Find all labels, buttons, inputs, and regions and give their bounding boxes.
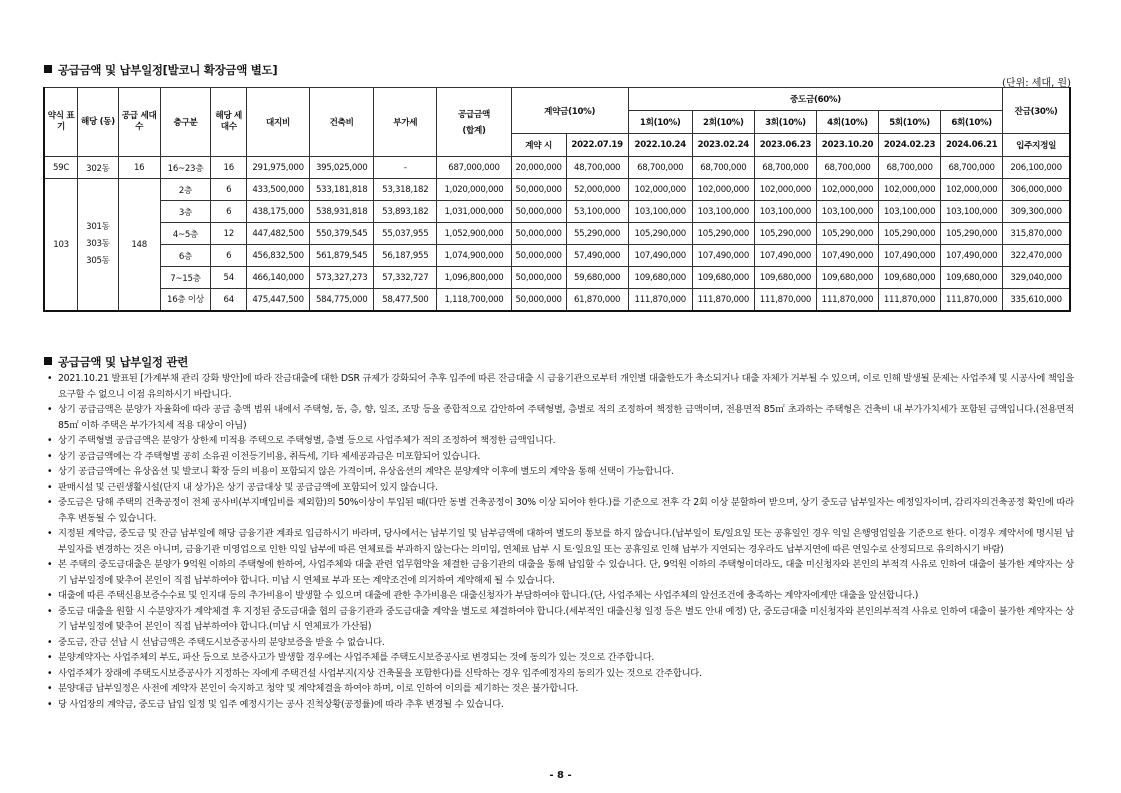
list-item: • 판매시설 및 근린생활시설(단지 내 상가)은 상기 공급대상 및 공급금액에 포함되어 있지 않습니다. [44,480,1074,496]
table-cell: 56,187,955 [374,245,437,267]
table-cell: 16 [211,157,247,179]
table-cell: 103,100,000 [879,201,941,223]
table-cell: 6층 [160,245,211,267]
table-cell: 322,470,000 [1003,245,1070,267]
table-cell: 109,680,000 [628,267,692,289]
table-cell: 329,040,000 [1003,267,1070,289]
table-cell: 50,000,000 [511,267,566,289]
list-item: • 분양대금 납부일정은 사전에 계약자 본인이 숙지하고 청약 및 계약체결을 하여야 하며, 이로 인하여 이의를 제기하는 것은 불가합니다. [44,681,1074,697]
table-cell: 533,181,818 [310,179,374,201]
table-cell: 291,975,000 [247,157,310,179]
col-header-balance-date: 입주지정일 [1003,134,1070,157]
table-cell: 105,290,000 [941,223,1003,245]
table-cell: 68,700,000 [692,157,754,179]
table-cell: 50,000,000 [511,245,566,267]
section-title-supply-price [44,62,277,78]
col-header-supply-units: 공급 세대수 [118,88,160,157]
table-cell: 1,096,800,000 [437,267,511,289]
table-cell: 466,140,000 [247,267,310,289]
cell-dong-item: 303동 [86,239,110,249]
table-cell: 538,931,818 [310,201,374,223]
table-cell: 50,000,000 [511,179,566,201]
table-row [44,157,1070,179]
square-bullet-icon [44,357,52,365]
table-cell: 103,100,000 [816,201,878,223]
table-cell: 111,870,000 [692,289,754,312]
table-cell: 55,037,955 [374,223,437,245]
col-header-contract-sub1: 계약 시 [511,134,566,157]
col-header-floor-units: 해당 세대수 [211,88,247,157]
col-header-middle-round: 5회(10%) [879,111,941,134]
section-title-payment-notes [44,354,188,370]
table-cell: 68,700,000 [941,157,1003,179]
table-row [44,179,1070,201]
table-cell: 395,025,000 [310,157,374,179]
col-header-middle-round: 1회(10%) [628,111,692,134]
list-item: • 분양계약자는 사업주체의 부도, 파산 등으로 보증사고가 발생할 경우에는 사업주체를 주택도시보증공사로 변경되는 것에 동의가 있는 것으로 간주합니다. [44,650,1074,666]
table-cell: 109,680,000 [879,267,941,289]
col-header-building: 건축비 [310,88,374,157]
col-header-floor: 층구분 [160,88,211,157]
col-header-middle-round: 6회(10%) [941,111,1003,134]
col-header-total [437,88,511,157]
table-cell: 50,000,000 [511,201,566,223]
notes-list [44,371,1074,712]
table-cell: 68,700,000 [628,157,692,179]
table-cell: 103,100,000 [692,201,754,223]
col-header-middle-date: 2023.02.24 [692,134,754,157]
table-cell: 105,290,000 [692,223,754,245]
table-cell: 59,680,000 [566,267,628,289]
table-cell: 102,000,000 [816,179,878,201]
table-cell: 105,290,000 [754,223,816,245]
table-cell: 102,000,000 [754,179,816,201]
col-header-middle-date: 2023.06.23 [754,134,816,157]
section-title-text: 공급금액 및 납부일정[발코니 확장금액 별도] [58,63,278,77]
table-cell: 103,100,000 [941,201,1003,223]
table-cell: 109,680,000 [941,267,1003,289]
table-cell: 6 [211,201,247,223]
col-header-middle-date: 2024.02.23 [879,134,941,157]
table-cell: 111,870,000 [941,289,1003,312]
table-cell: 7~15층 [160,267,211,289]
table-cell: 68,700,000 [754,157,816,179]
table-cell: 107,490,000 [692,245,754,267]
table-cell: 447,482,500 [247,223,310,245]
table-cell: 1,074,900,000 [437,245,511,267]
table-cell: 4~5층 [160,223,211,245]
table-row [44,267,1070,289]
table-cell: 1,031,000,000 [437,201,511,223]
table-cell: 687,000,000 [437,157,511,179]
table-cell: 1,118,700,000 [437,289,511,312]
table-cell: 109,680,000 [692,267,754,289]
table-cell: 109,680,000 [754,267,816,289]
col-header-middle-round: 4회(10%) [816,111,878,134]
table-cell: 561,879,545 [310,245,374,267]
table-cell: 6 [211,245,247,267]
table-cell: 64 [211,289,247,312]
table-cell: 52,000,000 [566,179,628,201]
table-cell: 20,000,000 [511,157,566,179]
table-cell: 206,100,000 [1003,157,1070,179]
table-cell: 16층 이상 [160,289,211,312]
list-item: • 중도금은 당해 주택의 건축공정이 전체 공사비(부지매입비를 제외함)의 50%이상이 투입된 때(다만 동별 건축공정이 30% 이상 되어야 한다.)를 기준으로 전후 각 2회 이상 분할하여 받으며, 상기 중도금 납부일자는 예정일자이며, 감리자의건축공정 확인에 따라 추후 변동될 수 있습니다. [44,495,1074,526]
col-header-middle-date: 2024.06.21 [941,134,1003,157]
list-item: • 중도금, 잔금 선납 시 선납금액은 주택도시보증공사의 분양보증을 받을 수 없습니다. [44,635,1074,651]
list-item: • 중도금 대출을 원할 시 수분양자가 계약체결 후 지정된 중도금대출 협의 금융기관과 중도금대출 계약을 별도로 체결하여야 합니다.(세부적인 대출신청 일정 등은 별도 안내 예정) 단, 중도금대출 미신청자와 본인의부적격 사유로 인하여 대출이 불가한 계약자는 상기 납부일정에 맞추어 본인이 직접 납부하여야 합니다.(미납 시 연체료가 가산됨) [44,604,1074,635]
table-cell: 68,700,000 [816,157,878,179]
list-item: • 대출에 따른 주택신용보증수수료 및 인지대 등의 추가비용이 발생할 수 있으며 대출에 관한 추가비용은 대출신청자가 부담하여야 합니다.(단, 사업주체는 사업주체의 알선조건에 충족하는 계약자에게만 대출을 알선합니다.) [44,588,1074,604]
table-cell: 16~23층 [160,157,211,179]
col-header-dong: 해당 (동) [78,88,119,157]
list-item: • 사업주체가 장래에 주택도시보증공사가 지정하는 자에게 주택건설 사업부지(지상 건축물을 포함한다)를 신탁하는 경우 입주예정자의 동의가 있는 것으로 간주합니다. [44,666,1074,682]
col-header-middle: 중도금(60%) [628,88,1003,111]
cell-dong [78,179,119,312]
page-number: - 8 - [549,770,572,781]
list-item: • 지정된 계약금, 중도금 및 잔금 납부일에 해당 금융기관 계좌로 입금하시기 바라며, 당사에서는 납부기일 및 납부금액에 대하여 별도의 통보를 하지 않습니다.(납부일이 토/일요일 또는 공휴일인 경우 익일 은행영업일을 기준으로 한다. 이경우 계약서에 명시된 납부일자를 변경하는 것은 아니며, 금융기관 미영업으로 인한 익일 납부에 따른 연체료를 부과하지 않는다는 의미임, 연체료 납부 시 토·일요일 또는 공휴일로 인해 납부가 지연되는 경우라도 납부지연에 따른 연일수로 산정되므로 유의하시기 바람) [44,526,1074,557]
table-cell: 102,000,000 [628,179,692,201]
table-cell: 53,100,000 [566,201,628,223]
col-header-middle-date: 2023.10.20 [816,134,878,157]
cell-dong-item: 305동 [86,256,110,266]
table-cell: 456,832,500 [247,245,310,267]
table-cell: 57,490,000 [566,245,628,267]
table-cell: 57,332,727 [374,267,437,289]
table-cell: 475,447,500 [247,289,310,312]
table-row [44,201,1070,223]
table-cell: 584,775,000 [310,289,374,312]
cell-supply-units: 148 [118,179,160,312]
col-header-middle-date: 2022.10.24 [628,134,692,157]
payment-schedule-table [43,87,1071,312]
table-cell: 109,680,000 [816,267,878,289]
cell-type: 59C [44,157,78,179]
table-cell: 2층 [160,179,211,201]
table-cell: 550,379,545 [310,223,374,245]
table-cell: 315,870,000 [1003,223,1070,245]
table-cell: 50,000,000 [511,223,566,245]
table-cell: 105,290,000 [628,223,692,245]
table-cell: 309,300,000 [1003,201,1070,223]
table-cell: 306,000,000 [1003,179,1070,201]
table-cell: 6 [211,179,247,201]
col-header-balance: 잔금(30%) [1003,88,1070,134]
table-cell: 107,490,000 [941,245,1003,267]
table-cell: 1,052,900,000 [437,223,511,245]
table-cell: 111,870,000 [879,289,941,312]
table-cell: 105,290,000 [816,223,878,245]
table-cell: 335,610,000 [1003,289,1070,312]
table-cell: 102,000,000 [941,179,1003,201]
table-cell: 105,290,000 [879,223,941,245]
table-cell: 107,490,000 [628,245,692,267]
table-cell: 107,490,000 [879,245,941,267]
table-cell: 433,500,000 [247,179,310,201]
table-cell: 102,000,000 [879,179,941,201]
list-item: • 2021.10.21 발표된 [가계부채 관리 강화 방안]에 따라 잔금대출에 대한 DSR 규제가 강화되어 추후 입주에 따른 잔금대출 시 금융기관으로부터 개인별 대출한도가 축소되거나 대출 자체가 거부될 수 있으며, 이로 인해 발생될 문제는 사업주체 및 시공사에 책임을 요구할 수 없으니 이점 유의하시기 바랍니다. [44,371,1074,402]
table-cell: 50,000,000 [511,289,566,312]
list-item: • 본 주택의 중도금대출은 분양가 9억원 이하의 주택형에 한하여, 사업주체와 대출 관련 업무협약을 체결한 금융기관의 대출을 통해 납입할 수 있습니다. 단, 9억원 이하의 주택형이더라도, 대출 미신청자와 본인의 부적격 사유로 인하여 대출이 불가한 계약자는 상기 납부일정에 맞추어 본인이 직접 납부하여야 합니다. 미납 시 연체료 부과 또는 계약조건에 의거하여 계약해제 될 수 있습니다. [44,557,1074,588]
cell-supply-units: 16 [118,157,160,179]
table-row [44,223,1070,245]
cell-dong: 302동 [78,157,119,179]
col-header-total-line1: 공급금액 [457,110,490,120]
table-cell: 111,870,000 [816,289,878,312]
table-cell: 53,318,182 [374,179,437,201]
table-cell: 107,490,000 [816,245,878,267]
cell-dong-item: 301동 [86,222,110,232]
table-cell: 111,870,000 [754,289,816,312]
col-header-vat: 부가세 [374,88,437,157]
list-item: • 상기 공급금액에는 각 주택형별 공히 소유권 이전등기비용, 취득세, 기타 제세공과금은 미포함되어 있습니다. [44,449,1074,465]
table-cell: 12 [211,223,247,245]
table-cell: 103,100,000 [628,201,692,223]
square-bullet-icon [44,65,52,73]
list-item: • 상기 주택형별 공급금액은 분양가 상한제 미적용 주택으로 주택형별, 층별 등으로 사업주체가 적의 조정하여 책정한 금액입니다. [44,433,1074,449]
table-cell: 48,700,000 [566,157,628,179]
table-cell: 111,870,000 [628,289,692,312]
col-header-contract-sub2: 2022.07.19 [566,134,628,157]
col-header-total-line2: (합계) [462,126,486,136]
table-cell: 573,327,273 [310,267,374,289]
table-row [44,289,1070,312]
col-header-middle-round: 2회(10%) [692,111,754,134]
table-cell: 107,490,000 [754,245,816,267]
table-cell: 54 [211,267,247,289]
table-cell: 61,870,000 [566,289,628,312]
col-header-contract: 계약금(10%) [511,88,628,134]
unit-label: (단위: 세대, 원) [1001,78,1071,89]
cell-type: 103 [44,179,78,312]
table-cell: 103,100,000 [754,201,816,223]
table-row [44,245,1070,267]
section-title-text: 공급금액 및 납부일정 관련 [58,355,189,369]
list-item: • 당 사업장의 계약금, 중도금 납입 일정 및 입주 예정시기는 공사 진척상황(공정률)에 따라 추후 변경될 수 있습니다. [44,697,1074,713]
table-cell: 1,020,000,000 [437,179,511,201]
table-cell: 438,175,000 [247,201,310,223]
list-item: • 상기 공급금액은 분양가 자율화에 따라 공급 총액 범위 내에서 주택형, 동, 층, 향, 일조, 조망 등을 종합적으로 감안하여 주택형별, 층별로 적의 조정하여 책정한 금액이며, 전용면적 85㎡ 초과하는 주택형은 건축비 내 부가가치세가 포함된 금액입니다.(전용면적 85㎡ 이하 주택은 부가가치세 적용 대상이 아님) [44,402,1074,433]
table-cell: 68,700,000 [879,157,941,179]
table-cell: 55,290,000 [566,223,628,245]
table-cell: 58,477,500 [374,289,437,312]
col-header-type: 약식 표기 [44,88,78,157]
col-header-land: 대지비 [247,88,310,157]
table-cell: 3층 [160,201,211,223]
col-header-middle-round: 3회(10%) [754,111,816,134]
table-cell: - [374,157,437,179]
table-cell: 102,000,000 [692,179,754,201]
list-item: • 상기 공급금액에는 유상옵션 및 발코니 확장 등의 비용이 포함되지 않은 가격이며, 유상옵션의 계약은 분양계약 이후에 별도의 계약을 통해 선택이 가능합니다. [44,464,1074,480]
table-cell: 53,893,182 [374,201,437,223]
